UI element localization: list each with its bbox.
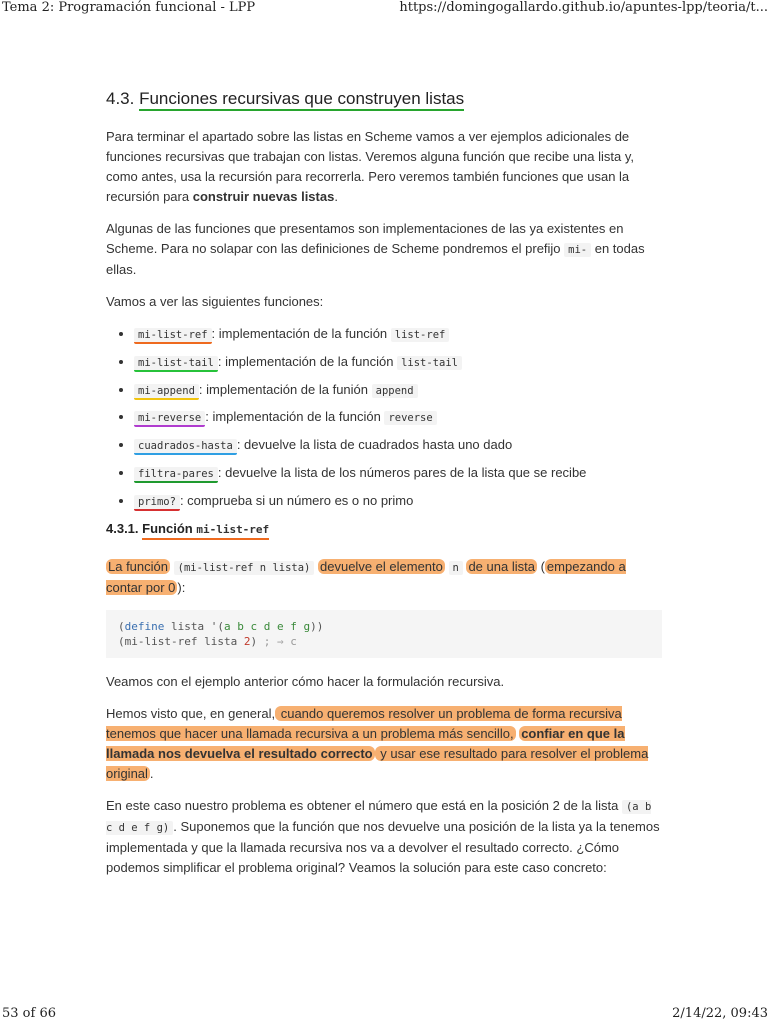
intro-text: Para terminar el apartado sobre las listas en Scheme vamos a ver ejemplos adicionales de funciones recursivas que trabajan con listas. Veremos alguna función que recibe una lista y, como antes, usa la recursión para recorrerla. Pero veremos también funciones que usan la recursión para — [106, 129, 635, 204]
highlight: y usar ese resultado para resolver el problema original — [106, 745, 649, 781]
function-list-item — [134, 435, 662, 456]
paragraph-veamos: Veamos con el ejemplo anterior cómo hacer la formulación recursiva. — [106, 673, 505, 689]
intro-end: en todas ellas. — [106, 241, 645, 277]
builtin-function-code: list-tail — [397, 356, 462, 370]
hemos-start: Hemos visto que, en general, — [106, 705, 276, 721]
function-list-item — [134, 380, 662, 401]
print-datetime: 2/14/22, 09:43 — [672, 1006, 768, 1021]
symbols: a b c d e f g — [223, 619, 311, 633]
highlight: empezando a contar por 0 — [106, 558, 626, 595]
function-description: : implementación de la funión — [198, 381, 372, 397]
hemos-end: . — [149, 765, 154, 781]
section-title-link[interactable]: Funciones recursivas que construyen listas — [139, 89, 464, 111]
function-description: : devuelve la lista de los números pares de la lista que se recibe — [217, 464, 587, 480]
prefix-code: mi- — [564, 243, 591, 257]
function-list-item — [134, 463, 662, 484]
document-url[interactable]: https://domingogallardo.github.io/apuntes-lpp/teoria/t... — [399, 0, 768, 15]
paragraph-hemos — [106, 704, 662, 784]
inline-code: n — [449, 561, 463, 575]
page-counter: 53 of 66 — [2, 1006, 56, 1021]
highlight: devuelve el elemento — [320, 558, 443, 574]
caso-end: . Suponemos que la función que nos devuelve una posición de la lista ya la tenemos implementada y que la llamada recursiva nos va a devolver el resultado correcto. ¿Cómo podemos simplificar el problema original? Veamos la solución para este caso concreto: — [106, 818, 660, 875]
highlight: cuando queremos resolver un problema de forma recursiva tenemos que hacer una llamada recursiva a un problema más sencillo, — [106, 705, 622, 741]
desc-end: ): — [177, 579, 186, 595]
function-list — [106, 324, 662, 512]
intro-paragraph-3: Vamos a ver las siguientes funciones: — [106, 294, 324, 309]
document-title: Tema 2: Programación funcional - LPP — [2, 0, 256, 15]
function-description: : devuelve la lista de cuadrados hasta uno dado — [236, 437, 513, 453]
function-description — [106, 557, 662, 598]
function-description: : implementación de la función — [217, 353, 398, 369]
intro-bold: construir nuevas listas — [192, 189, 335, 204]
function-name-link[interactable]: primo? — [134, 495, 180, 511]
builtin-function-code: reverse — [384, 411, 436, 425]
highlight: La función — [108, 558, 168, 574]
builtin-function-code: append — [372, 384, 418, 398]
intro-end: . — [334, 189, 338, 204]
highlight: de una lista — [468, 558, 535, 574]
section-heading — [106, 88, 662, 109]
intro-paragraph-1 — [106, 127, 662, 207]
function-description: : implementación de la función — [205, 409, 385, 425]
code-line-2: (mi-list-ref lista 2) ; ⇒ c — [118, 634, 297, 648]
inline-code: (mi-list-ref n lista) — [174, 561, 315, 575]
function-name-link[interactable]: mi-list-tail — [134, 356, 218, 372]
page-content — [106, 88, 662, 890]
subsection-code: mi-list-ref — [196, 522, 270, 536]
intro-paragraph-2 — [106, 219, 662, 280]
subsection-title-link[interactable] — [142, 521, 269, 540]
builtin-function-code: list-ref — [391, 328, 450, 342]
code-line-1: (define lista '(a b c d e f g)) — [118, 619, 324, 633]
paragraph-caso — [106, 796, 662, 878]
function-name-link[interactable]: mi-list-ref — [134, 328, 212, 344]
function-list-item — [134, 491, 662, 512]
print-footer — [0, 1006, 768, 1024]
function-description: : implementación de la función — [211, 326, 391, 341]
subsection-word: Función — [142, 520, 193, 536]
code-example — [106, 610, 662, 658]
keyword-define: define — [124, 619, 165, 633]
list-code: (a b c d e f g) — [106, 800, 652, 834]
code-comment: ; ⇒ c — [263, 634, 297, 648]
function-name-link[interactable]: cuadrados-hasta — [134, 439, 237, 455]
intro-text: Algunas de las funciones que presentamos son implementaciones de las ya existentes en Scheme. Para no solapar con las definiciones de Scheme pondremos el prefijo — [106, 221, 624, 256]
subsection-heading — [106, 520, 662, 539]
function-name-link[interactable]: filtra-pares — [134, 467, 218, 483]
function-name-link[interactable]: mi-append — [134, 384, 199, 400]
paren-open: ( — [540, 558, 545, 574]
function-description: : comprueba si un número es o no primo — [179, 492, 414, 508]
number-literal: 2 — [243, 634, 251, 648]
function-name-link[interactable]: mi-reverse — [134, 411, 205, 427]
print-header — [0, 0, 768, 18]
function-list-item — [134, 407, 662, 428]
highlight-bold: confiar en que la llamada nos devuelva el resultado correcto — [106, 725, 625, 761]
section-number: 4.3. — [106, 89, 135, 108]
caso-start: En este caso nuestro problema es obtener el número que está en la posición 2 de la lista — [106, 797, 622, 813]
function-list-item — [134, 352, 662, 373]
function-list-item — [134, 324, 662, 345]
subsection-number: 4.3.1. — [106, 520, 139, 536]
